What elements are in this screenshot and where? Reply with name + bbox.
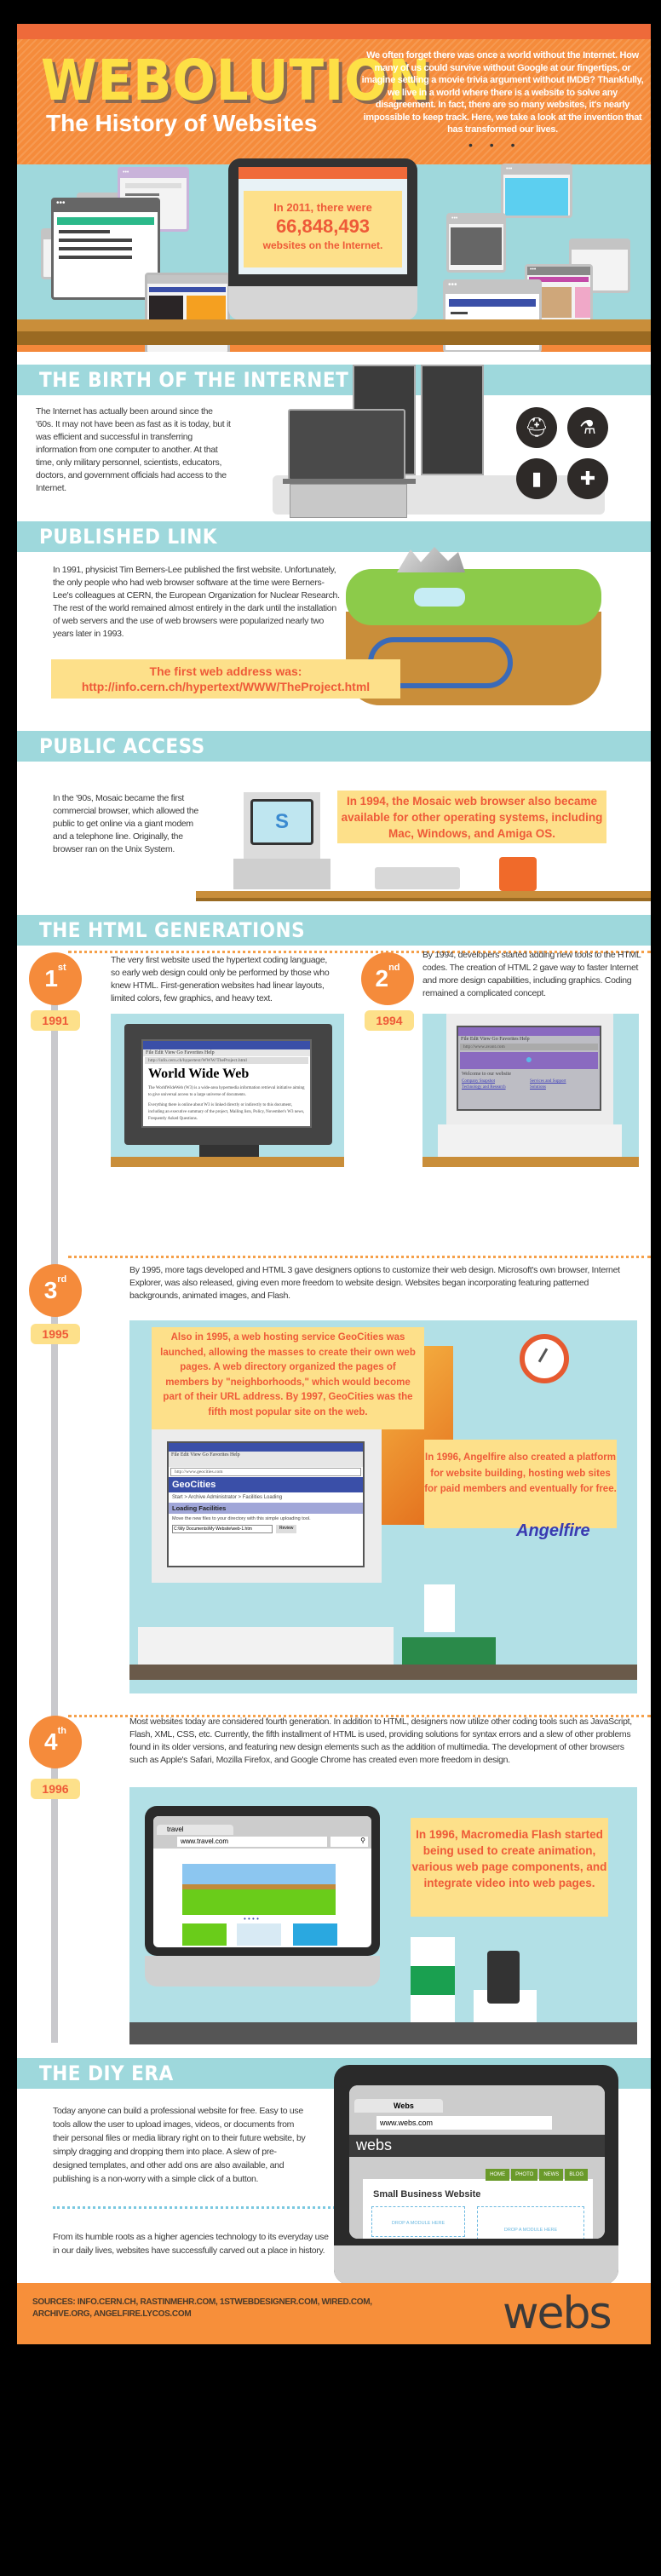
generation-badge-1: 1st <box>29 952 82 1005</box>
hero-section <box>17 24 651 352</box>
drop-zone[interactable]: DROP A MODULE HERE <box>477 2206 584 2239</box>
generation-badge-3: 3rd <box>29 1264 82 1317</box>
book-icon: ▮ <box>516 458 557 499</box>
year-tag: 1994 <box>365 1010 414 1031</box>
hero-banner-image <box>182 1864 336 1915</box>
syringe-icon: ✚ <box>567 458 608 499</box>
browser-window <box>153 1816 371 1947</box>
browser-window-icon: ••• <box>443 279 542 352</box>
infographic <box>17 24 651 2344</box>
generation-3-text: By 1995, more tags developed and HTML 3 gave designers options to customize their web design. Microsoft's own browser, Internet Explorer, was also released, giving even more freedom to website design. Websites began incorporating featuring patterned backgrounds, animated images, and Flash. <box>129 1265 620 1301</box>
desk-shelf-front <box>17 331 651 345</box>
drop-zone[interactable]: DROP A MODULE HERE <box>371 2206 465 2237</box>
crt-monitor-icon <box>446 1014 613 1126</box>
browser-window-icon: ••• <box>446 213 506 273</box>
desk-shelf <box>196 891 651 901</box>
section-title: THE BIRTH OF THE INTERNET <box>39 368 349 392</box>
monitor-chin <box>228 286 417 320</box>
imac-monitor-icon <box>334 2065 618 2285</box>
helmet-icon: ⛑ <box>516 407 557 448</box>
geocities-callout: Also in 1995, a web hosting service GeoCities was launched, allowing the masses to create their own web pages. A web directory organized the pages of members by "neighborhoods," which would become part of their URL address. By 1997, GeoCities was the fifth most popular site on the web. <box>152 1327 424 1429</box>
sources-text: SOURCES: INFO.CERN.CH, RASTINMEHR.COM, 1STWEBDESIGNER.COM, WIRED.COM, ARCHIVE.ORG, ANGELFIRE.LYCOS.COM <box>32 2297 372 2319</box>
generation-badge-2: 2nd <box>361 952 414 1005</box>
hero-subtitle: The History of Websites <box>46 110 318 136</box>
console-base <box>290 484 407 518</box>
hero-intro: We often forget there was once a world without the Internet. How many of us could survive without Google at our fingertips, or imagine settling a movie trivia argument without IMDB? Thankfully, we live in a world where there is a website to solve any disagreement. In fact, there are so many websites, it's nearly impossible to keep track. Here, we take a look at the invention that has transformed our lives. <box>361 50 644 135</box>
mainframe-console-icon <box>288 409 405 480</box>
browser-window <box>349 2085 605 2239</box>
stat-line-3: websites on the Internet. <box>262 239 383 251</box>
nav-news[interactable]: NEWS <box>539 2169 563 2181</box>
angelfire-callout: In 1996, Angelfire also created a platform for website building, hosting web sites for paid members and eventually for free. <box>424 1440 617 1528</box>
stat-number: 66,848,493 <box>275 216 371 237</box>
crt-computer-icon: S <box>244 792 320 859</box>
year-tag: 1991 <box>31 1010 80 1031</box>
generation-4-text: Most websites today are considered fourth generation. In addition to HTML, designers now utilize other coding tools such as JavaScript, Flash, XML, CSS, etc. Currently, the fifth installment of HTML is used, providing solutions for syntax errors and a slew of other problems found in its older versions, and featuring new design elements such as the addition of multimedia. The development of other browsers such as Apple's Safari, Mozilla Firefox, and Google Chrome has created even more freedom in design. <box>129 1716 632 1765</box>
desk-shelf <box>17 319 651 331</box>
thumbnail-image[interactable] <box>182 1923 227 1946</box>
nav-photo[interactable]: PHOTO <box>511 2169 537 2181</box>
timeline-bar <box>51 995 58 2043</box>
generation-badge-4: 4th <box>29 1716 82 1768</box>
coffee-cup-icon <box>411 1937 455 2022</box>
clock-icon <box>520 1334 569 1383</box>
site-link[interactable]: Services and Support <box>530 1079 566 1084</box>
section-heading: Loading Facilities <box>169 1503 363 1514</box>
section-heading-generations <box>17 915 651 946</box>
flash-callout: In 1996, Macromedia Flash started being used to create animation, various web page components, and integrate video into web pages. <box>411 1818 608 1917</box>
imac-monitor-icon <box>145 1806 380 1956</box>
hero-title: WEBOLUTION <box>41 48 432 113</box>
webs-brand: webs <box>349 2135 605 2157</box>
divider <box>53 2206 351 2209</box>
browser-tab[interactable]: Webs <box>354 2099 443 2113</box>
address-bar[interactable]: www.webs.com <box>376 2116 552 2130</box>
upload-hint: Move the new files to your directory with this simple uploading tool. <box>172 1516 311 1521</box>
divider <box>68 1256 651 1258</box>
browser-menu: File Edit View Go Favorites Help <box>169 1452 363 1458</box>
hero-monitor <box>228 158 417 303</box>
ellipsis-icon: • • • <box>468 138 522 152</box>
callout-label: The first web address was: <box>149 664 302 678</box>
geocities-brand: GeoCities <box>169 1477 363 1492</box>
year-tag: 1996 <box>31 1779 80 1799</box>
diy-text: Today anyone can build a professional website for free. Easy to use tools allow the user to upload images, videos, or documents from their personal files or media library right on to their future website, by simply dragging and dropping them into place. A slew of pre-designed templates, and other add ons are also available, and publishing is a non-worry with a simple click of a button. <box>53 2106 306 2184</box>
address-bar[interactable]: www.travel.com <box>177 1837 327 1847</box>
desktop-unit-icon <box>138 1627 394 1668</box>
desk <box>129 1665 637 1680</box>
coffee-mug-icon <box>424 1584 455 1632</box>
flask-icon: ⚗ <box>567 407 608 448</box>
section-heading-published <box>17 521 651 552</box>
browser-window-icon: ••• <box>525 264 593 332</box>
desk <box>111 1157 344 1167</box>
desk <box>129 2022 637 2044</box>
browser-window-icon: ••• <box>51 198 160 300</box>
stat-line-1: In 2011, there were <box>273 201 372 214</box>
mosaic-callout: In 1994, the Mosaic web browser also became available for other operating systems, including Mac, Windows, and Amiga OS. <box>337 791 606 843</box>
desk <box>422 1157 639 1167</box>
page-paragraph: Everything there is online about W3 is linked directly or indirectly to this document, including an executive summary of the project, Mailing lists, Policy, November's W3 news, Frequently Asked Questions. <box>148 1103 305 1121</box>
page-heading: World Wide Web <box>148 1067 250 1081</box>
site-link[interactable]: Solutions <box>530 1085 546 1090</box>
books-icon <box>402 1637 496 1665</box>
server-rack-icon <box>421 365 484 475</box>
birth-text: The Internet has actually been around since the '60s. It may not have been as fast as it is today, but it was efficient and successful in transferring information from one computer to another. At that time, only military personnel, scientists, educators, doctors, and government officials had access to the Internet. <box>36 406 231 493</box>
first-web-address-link[interactable]: http://info.cern.ch/hypertext/WWW/TheProject.html <box>81 680 371 693</box>
review-button[interactable]: Review <box>276 1525 296 1533</box>
browser-tab[interactable]: travel <box>157 1825 233 1835</box>
section-title: THE DIY ERA <box>39 2061 174 2085</box>
hero-monitor-screen <box>239 167 407 274</box>
site-title: Small Business Website <box>373 2189 481 2199</box>
generation-1-illustration <box>111 1014 344 1167</box>
modem-icon <box>375 867 460 889</box>
hero-top-band <box>17 24 651 39</box>
section-heading-birth <box>17 365 651 395</box>
address-bar: http://www.avant.com <box>460 1044 598 1050</box>
address-bar: http://www.geocities.com <box>170 1468 361 1476</box>
site-link[interactable]: Company Snapshot <box>462 1079 496 1084</box>
browser-window <box>141 1039 312 1128</box>
browser-window-icon: ••• <box>501 164 572 218</box>
smartphone-icon <box>487 1951 520 2004</box>
generation-2-text: By 1994, developers started adding new tools to the HTML codes. The creation of HTML 2 gave way to faster Internet and more design capabilities, including graphics. Coding remained a complicated concept. <box>422 950 641 998</box>
generation-2-illustration <box>422 1014 639 1167</box>
browser-menu: File Edit View Go Favorites Help <box>143 1049 310 1056</box>
webs-logo[interactable]: webs <box>503 2288 611 2339</box>
browser-menu: File Edit View Go Favorites Help <box>458 1036 600 1043</box>
year-tag: 1995 <box>31 1324 80 1344</box>
search-icon[interactable]: ⚲ <box>330 1837 368 1847</box>
browser-window <box>167 1441 365 1567</box>
nav-home[interactable]: HOME <box>486 2169 509 2181</box>
cern-landscape-icon <box>346 569 601 625</box>
welcome-text: Welcome to our website <box>462 1072 511 1077</box>
address-bar: http://info.cern.ch/hypertext/WWW/TheProject.html <box>145 1057 308 1064</box>
site-link[interactable]: Technology and Research <box>462 1085 506 1090</box>
browser-window: File Edit View Go Favorites Help http://www.avant.com ● Welcome to our website Company Snapshot Services and Support Technology and Research Solutions <box>457 1026 601 1111</box>
footer <box>17 2283 651 2344</box>
first-web-address-callout <box>51 659 400 699</box>
monitor-icon <box>124 1024 332 1145</box>
nav-blog[interactable]: BLOG <box>565 2169 588 2181</box>
file-path-input[interactable]: C:\My Documents\My Website\web-1.htm <box>172 1525 273 1533</box>
generation-1-text: The very first website used the hypertext coding language, so early web design could only be performed by those who knew HTML. First-generation websites had linear layouts, limited colors, few graphics, and heavy text. <box>111 955 330 1003</box>
crt-monitor-icon <box>152 1429 382 1583</box>
telephone-icon <box>499 857 537 891</box>
angelfire-logo: Angelfire <box>516 1521 590 1540</box>
section-title: THE HTML GENERATIONS <box>39 918 306 942</box>
stat-callout <box>244 191 402 267</box>
breadcrumb: Start > Archive Administrator > Facilities Loading <box>172 1495 283 1500</box>
thumbnail-image[interactable] <box>237 1923 281 1946</box>
desktop-unit-icon <box>438 1124 622 1159</box>
browser-window-icon: ••• <box>118 167 189 232</box>
section-title: PUBLISHED LINK <box>39 525 217 549</box>
carousel-dots[interactable]: • • • • <box>244 1915 259 1923</box>
page-paragraph: The WorldWideWeb (W3) is a wide-area hypermedia information retrieval initiative aiming to give universal access to a large universe of documents. <box>148 1086 305 1097</box>
generation-4-illustration <box>129 1787 637 2044</box>
thumbnail-image[interactable] <box>293 1923 337 1946</box>
diy-closing-text: From its humble roots as a higher agencies technology to its everyday use in our daily lives, websites have successfully carved out a place in history. <box>53 2232 329 2256</box>
public-text: In the '90s, Mosaic became the first commercial browser, which allowed the public to get online via a giant modem and a telephone line. Originally, the browser ran on the Unix System. <box>53 793 198 854</box>
section-heading-public <box>17 731 651 762</box>
generation-3-illustration <box>129 1320 637 1693</box>
section-title: PUBLIC ACCESS <box>39 734 205 758</box>
published-text: In 1991, physicist Tim Berners-Lee published the first website. Unfortunately, the only people who had web browser software at the time were Berners-Lee's colleagues at CERN, the European Organization for Nuclear Research. The rest of the world remained almost entirely in the dark until the installation of web servers and the use of web browsers were popularized nearly two years later in 1993. <box>53 565 340 639</box>
desktop-tower-icon <box>233 859 330 889</box>
